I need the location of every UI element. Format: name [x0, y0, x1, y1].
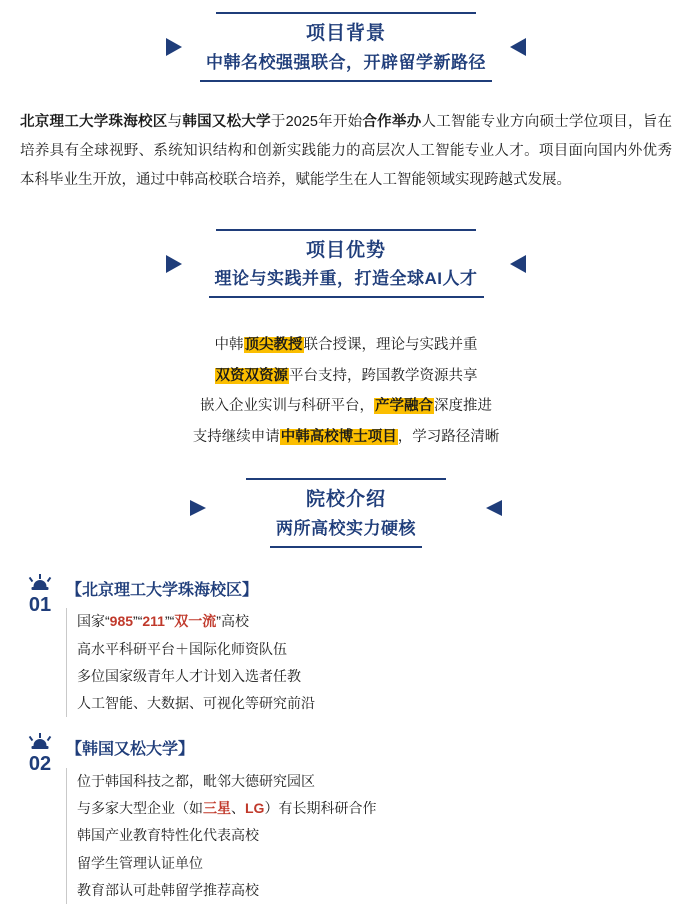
- background-paragraph: [20, 108, 672, 195]
- highlight-text: 双资双资源: [215, 367, 288, 384]
- accent-text: 三星: [203, 800, 231, 817]
- school-name: 【韩国又松大学】: [66, 741, 195, 759]
- school-detail-line: [67, 663, 692, 690]
- section-subtitle: 两所高校实力硬核: [270, 515, 422, 548]
- divider: [216, 12, 476, 14]
- body-text: ，学习路径清晰: [397, 428, 500, 445]
- school-name: 【北京理工大学珠海校区】: [66, 581, 259, 599]
- emphasis-text: 合作举办: [362, 113, 422, 130]
- section-header-background: [166, 12, 526, 82]
- highlight-text: 顶尖教授: [244, 337, 303, 354]
- advantage-item: [0, 361, 692, 391]
- arrow-left-icon: [166, 38, 182, 56]
- arrow-right-icon: [510, 38, 526, 56]
- school-detail-line: [67, 608, 692, 635]
- body-text: 、: [231, 800, 245, 817]
- section-title: 院校介绍: [305, 489, 386, 511]
- arrow-left-icon: [190, 500, 206, 516]
- body-text: 中韩: [214, 337, 244, 354]
- school-number-badge: [20, 735, 60, 775]
- section-title: 项目背景: [305, 23, 386, 44]
- body-text: 留学生管理认证单位: [77, 854, 203, 871]
- body-text: 人工智能、大数据、可视化等研究前沿: [77, 695, 315, 712]
- schools-container: [0, 576, 692, 904]
- body-text: 与多家大型企业（如: [77, 800, 203, 817]
- emphasis-text: 韩国又松大学: [182, 113, 271, 130]
- body-text: 教育部认可赴韩留学推荐高校: [77, 881, 259, 898]
- accent-text: 985: [109, 613, 134, 630]
- school-detail-line: [67, 822, 692, 849]
- lamp-icon: [20, 576, 60, 594]
- highlight-text: 产学融合: [375, 398, 433, 415]
- school-detail-line: [67, 850, 692, 877]
- accent-text: 211: [142, 613, 165, 630]
- highlight-text: 中韩高校博士项目: [280, 428, 397, 445]
- body-text: 平台支持，跨国教学资源共享: [289, 367, 478, 384]
- accent-text: LG: [245, 800, 265, 817]
- advantage-item: [0, 330, 692, 360]
- body-text: ”高校: [216, 613, 249, 630]
- school-block: [20, 735, 692, 904]
- advantage-list: [0, 330, 692, 452]
- body-text: 人工智能专业方向硕士学位项目，旨在培养具有全球视野、系统知识结构和创新实践能力的高层次人工智能专业人才。项目面向国内外优秀本科毕业生开放，通过中韩高校联合培养，赋能学生在人工智能领域实现跨越式发展。: [20, 113, 673, 188]
- body-text: ”“: [164, 613, 175, 630]
- section-header-advantage: [166, 229, 526, 299]
- section-subtitle: 中韩名校强强联合，开辟留学新路径: [200, 49, 492, 82]
- body-text: 韩国产业教育特性化代表高校: [77, 827, 259, 844]
- body-text: 联合授课，理论与实践并重: [303, 337, 478, 354]
- school-detail-line: [67, 768, 692, 795]
- poster-page: [0, 12, 692, 898]
- school-detail-line: [67, 690, 692, 717]
- body-text: 支持继续申请: [192, 428, 280, 445]
- arrow-right-icon: [486, 500, 502, 516]
- body-text: 与: [167, 113, 183, 130]
- arrow-left-icon: [166, 255, 182, 273]
- divider: [216, 229, 476, 231]
- school-detail-list: [66, 768, 692, 904]
- advantage-item: [0, 422, 692, 452]
- school-block: [20, 576, 692, 718]
- body-text: ”“: [133, 613, 143, 630]
- school-detail-line: [67, 877, 692, 904]
- body-text: 深度推进: [434, 398, 492, 415]
- body-text: 于2025年开始: [270, 113, 363, 130]
- section-header-schools: [166, 478, 526, 548]
- body-text: 高水平科研平台＋国际化师资队伍: [77, 640, 287, 657]
- body-text: ）有长期科研合作: [264, 800, 377, 817]
- arrow-right-icon: [510, 255, 526, 273]
- school-detail-line: [67, 636, 692, 663]
- school-detail-line: [67, 795, 692, 822]
- school-number-badge: [20, 576, 60, 616]
- divider: [246, 478, 446, 480]
- school-number: 02: [28, 753, 52, 776]
- section-title: 项目优势: [305, 239, 386, 261]
- body-text: 多位国家级青年人才计划入选者任教: [77, 667, 301, 684]
- school-detail-list: [66, 608, 692, 717]
- body-text: 国家“: [77, 613, 110, 630]
- lamp-icon: [20, 735, 60, 753]
- accent-text: 双一流: [174, 613, 217, 630]
- advantage-item: [0, 391, 692, 421]
- body-text: 嵌入企业实训与科研平台，: [200, 398, 374, 415]
- section-subtitle: 理论与实践并重，打造全球AI人才: [209, 265, 484, 298]
- body-text: 位于韩国科技之都，毗邻大德研究园区: [77, 772, 315, 789]
- emphasis-text: 北京理工大学珠海校区: [20, 113, 168, 130]
- school-number: 01: [28, 593, 52, 616]
